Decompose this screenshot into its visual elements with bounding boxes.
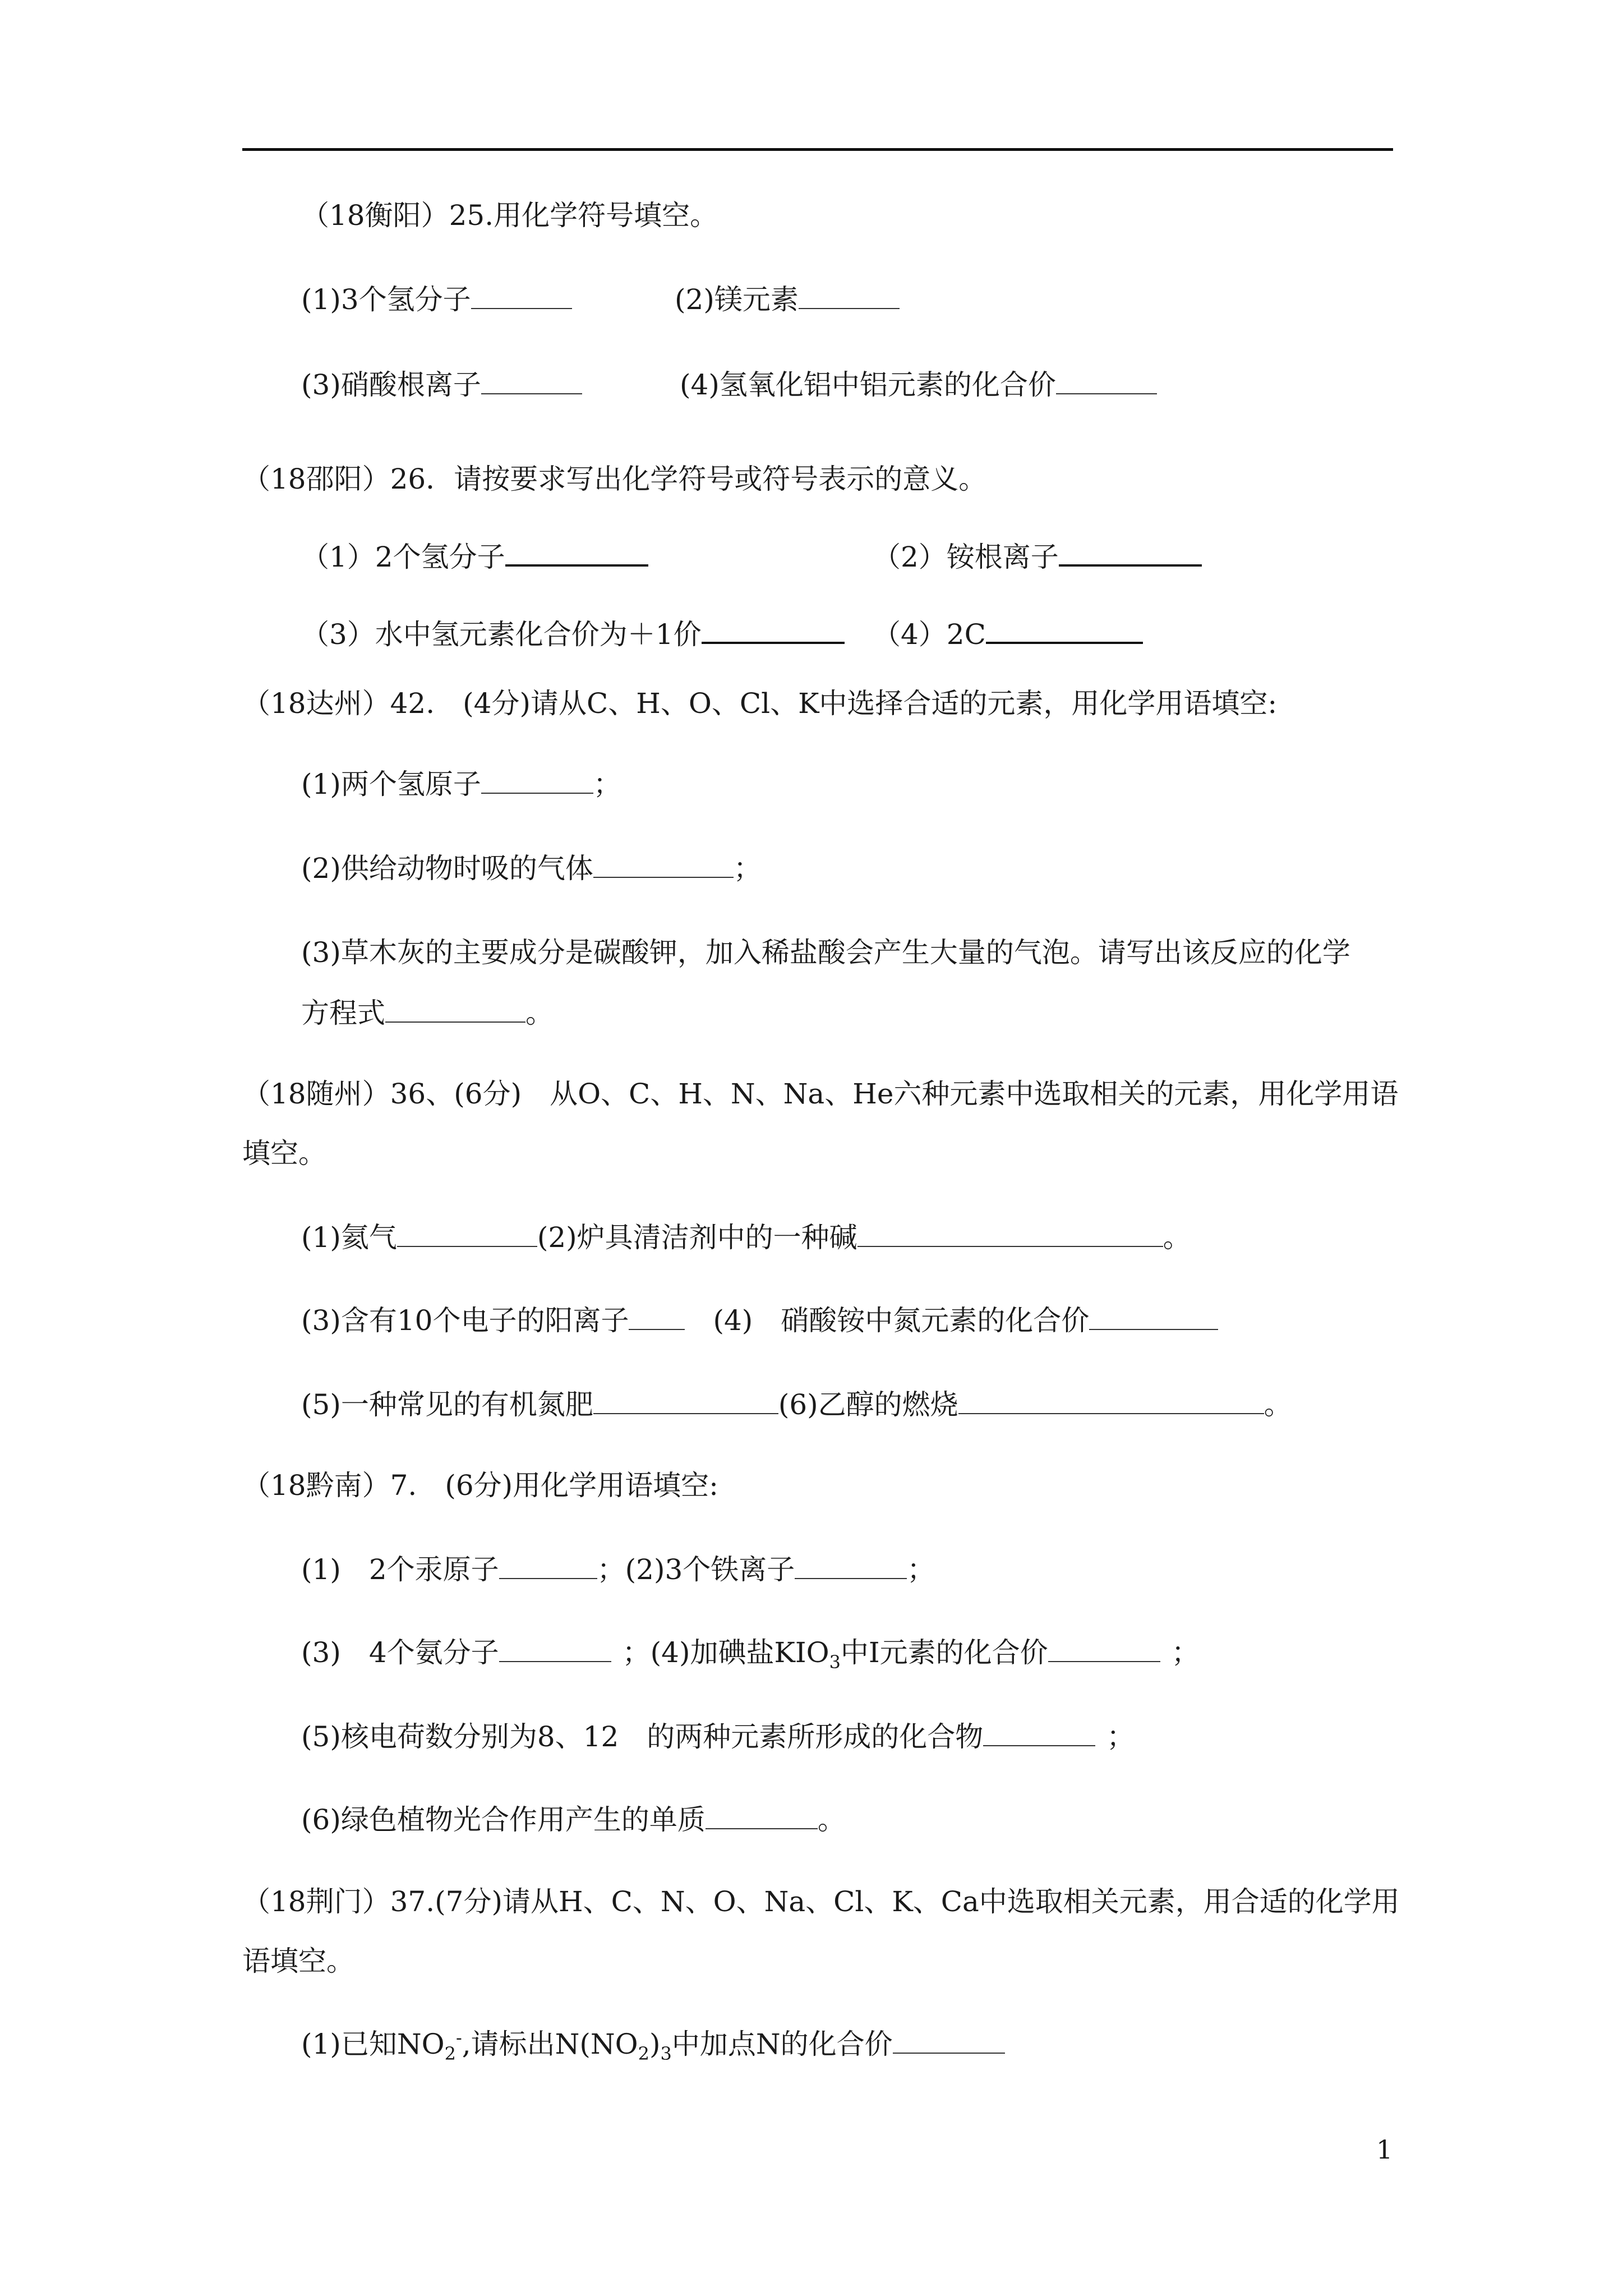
prompt: (1)两个氢原子 — [301, 768, 481, 800]
punct: ； — [593, 768, 621, 800]
answer-blank[interactable] — [857, 1221, 1163, 1247]
superscript: - — [455, 2027, 462, 2049]
prompt: ,请标出N(NO — [462, 2028, 638, 2060]
answer-blank[interactable] — [799, 283, 900, 309]
answer-blank[interactable] — [702, 617, 845, 644]
question-title-cont: 语填空。 — [242, 1945, 354, 1977]
answer-line — [301, 1221, 1191, 1254]
punct: 。 — [1163, 1221, 1191, 1254]
prompt: 中加点N的化合价 — [671, 2028, 893, 2060]
prompt: (4)加碘盐KIO — [650, 1636, 829, 1669]
subscript: 3 — [829, 1651, 841, 1673]
prompt: (1) 2个汞原子 — [301, 1553, 499, 1586]
answer-line — [301, 368, 582, 402]
prompt: （1）2个氢分子 — [301, 541, 505, 573]
answer-blank[interactable] — [795, 1553, 907, 1579]
prompt: (1)氦气 — [301, 1221, 397, 1254]
answer-line — [301, 617, 845, 651]
prompt: （4）2C — [873, 618, 986, 651]
question-title: （18黔南）7. (6分)用化学用语填空: — [242, 1469, 718, 1502]
prompt: ) — [649, 2028, 661, 2060]
answer-blank[interactable] — [499, 1553, 597, 1579]
answer-line — [301, 2027, 1005, 2064]
prompt: (1)已知NO — [301, 2028, 445, 2060]
punct: ； — [1106, 1720, 1135, 1753]
prompt: （2）铵根离子 — [873, 541, 1059, 573]
prompt: 方程式 — [301, 997, 385, 1029]
answer-blank[interactable] — [397, 1221, 537, 1247]
answer-line — [301, 1304, 1218, 1337]
answer-line — [301, 1388, 1292, 1421]
punct: ； — [597, 1553, 625, 1586]
answer-line — [301, 767, 621, 801]
answer-line — [873, 617, 1143, 651]
header-rule — [242, 148, 1393, 151]
punct: 。 — [817, 1803, 846, 1836]
answer-line — [301, 283, 572, 316]
prompt: (1)3个氢分子 — [301, 283, 471, 316]
answer-line — [301, 1636, 1200, 1673]
question-title: （18随州）36、(6分) 从O、C、H、N、Na、He六种元素中选取相关的元素，用化学用语 — [242, 1078, 1399, 1110]
answer-blank[interactable] — [1059, 540, 1202, 567]
punct: ； — [907, 1553, 935, 1586]
answer-blank[interactable] — [958, 1388, 1264, 1414]
answer-blank[interactable] — [499, 1636, 611, 1662]
prompt: (2)3个铁离子 — [625, 1553, 795, 1586]
prompt: (2)供给动物时吸的气体 — [301, 852, 593, 885]
prompt: (5)核电荷数分别为8、12 的两种元素所形成的化合物 — [301, 1720, 984, 1753]
prompt: (3) 4个氨分子 — [301, 1636, 499, 1669]
page-number: 1 — [1376, 2134, 1393, 2165]
punct: ； — [733, 852, 762, 885]
prompt: (6)绿色植物光合作用产生的单质 — [301, 1803, 706, 1836]
answer-line — [301, 1720, 1135, 1754]
answer-blank[interactable] — [481, 369, 582, 394]
subscript: 3 — [660, 2043, 672, 2064]
prompt: (4) 硝酸铵中氮元素的化合价 — [713, 1304, 1090, 1337]
answer-blank[interactable] — [593, 1388, 778, 1414]
punct: 。 — [1264, 1388, 1292, 1421]
answer-blank[interactable] — [1056, 369, 1157, 394]
answer-line — [873, 540, 1202, 574]
answer-blank[interactable] — [1089, 1304, 1218, 1330]
punct: ； — [622, 1636, 651, 1669]
prompt: (3)含有10个电子的阳离子 — [301, 1304, 629, 1337]
subscript: 2 — [444, 2043, 456, 2064]
answer-line — [301, 540, 648, 574]
answer-blank[interactable] — [481, 768, 593, 794]
prompt: (2)炉具清洁剂中的一种碱 — [537, 1221, 857, 1254]
punct: 。 — [525, 997, 554, 1029]
answer-blank[interactable] — [986, 617, 1143, 644]
answer-blank[interactable] — [593, 852, 734, 878]
answer-blank[interactable] — [629, 1304, 685, 1330]
subscript: 2 — [638, 2043, 650, 2064]
prompt: (4)氢氧化铝中铝元素的化合价 — [680, 369, 1056, 401]
prompt: (5)一种常见的有机氮肥 — [301, 1388, 593, 1421]
prompt: (6)乙醇的燃烧 — [778, 1388, 958, 1421]
question-title-cont: 填空。 — [242, 1137, 326, 1170]
question-title: （18达州）42. (4分)请从C、H、O、Cl、K中选择合适的元素，用化学用语填空: — [242, 687, 1278, 720]
answer-line — [680, 368, 1157, 402]
punct: ； — [1171, 1636, 1200, 1669]
answer-blank[interactable] — [1048, 1636, 1160, 1662]
prompt: （3）水中氢元素化合价为＋1价 — [301, 618, 702, 651]
prompt: (2)镁元素 — [675, 283, 799, 316]
answer-blank[interactable] — [505, 540, 648, 567]
answer-blank[interactable] — [706, 1803, 818, 1829]
answer-blank[interactable] — [983, 1720, 1095, 1746]
answer-line: (3)草木灰的主要成分是碳酸钾，加入稀盐酸会产生大量的气泡。请写出该反应的化学 — [301, 936, 1350, 969]
answer-line — [675, 283, 900, 316]
answer-blank[interactable] — [471, 283, 572, 309]
answer-blank[interactable] — [385, 997, 525, 1023]
question-title: （18邵阳）26．请按要求写出化学符号或符号表示的意义。 — [242, 463, 987, 495]
answer-blank[interactable] — [893, 2028, 1005, 2054]
prompt: (3)硝酸根离子 — [301, 369, 481, 401]
answer-line — [301, 1803, 846, 1837]
question-title: （18荆门）37.(7分)请从H、C、N、O、Na、Cl、K、Ca中选取相关元素，用合适的化学用 — [242, 1885, 1400, 1918]
answer-line — [301, 1553, 935, 1586]
answer-line — [301, 996, 554, 1030]
prompt: 中I元素的化合价 — [840, 1636, 1048, 1669]
question-title: （18衡阳）25.用化学符号填空。 — [301, 199, 718, 232]
answer-line — [301, 852, 762, 885]
